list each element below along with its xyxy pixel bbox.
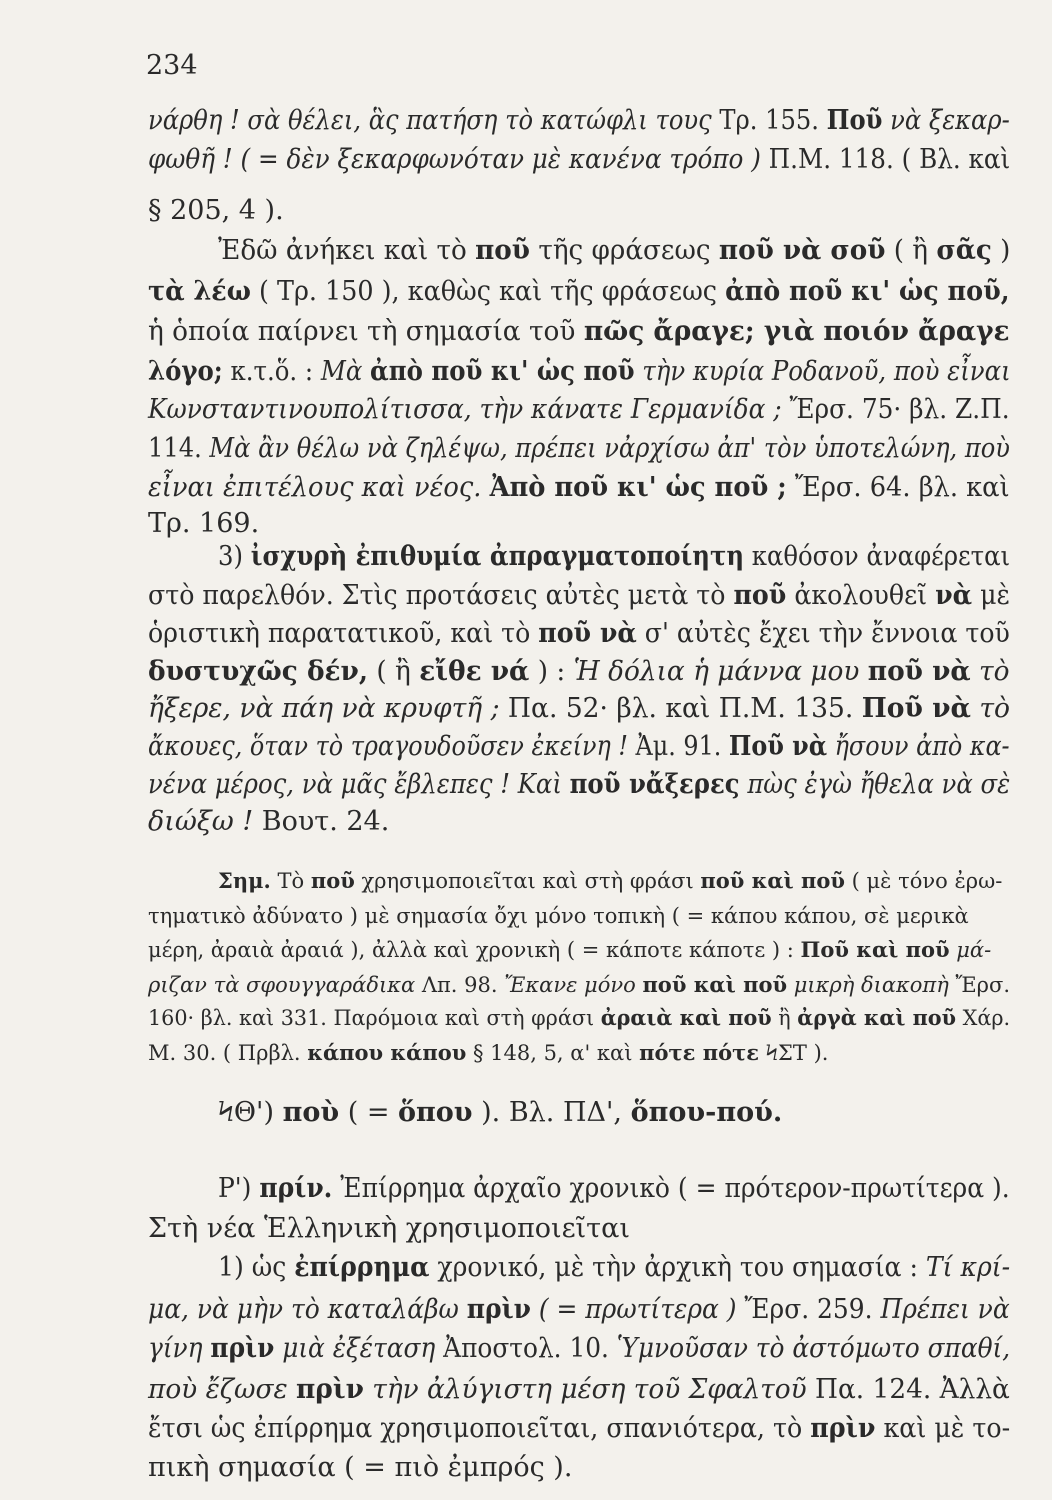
text-line — [148, 508, 259, 540]
text-line — [218, 1097, 782, 1129]
text-segment: πὼς ἐγὼ ἤθελα νὰ σὲ — [739, 769, 1011, 800]
text-segment: ποῦ νὰ — [867, 656, 971, 687]
text-segment: λόγο; — [148, 356, 223, 387]
text-line — [148, 105, 1010, 137]
text-segment: Ἀποστολ. 10. — [443, 1333, 617, 1364]
text-segment: ποῦ νὰ — [538, 618, 637, 649]
text-segment: Μ. 30. ( Πρβλ. — [148, 1041, 308, 1065]
text-segment: διώξω ! — [148, 806, 262, 837]
text-segment: ποῦ καὶ ποῦ — [642, 972, 788, 997]
text-segment: μὲ — [972, 580, 1011, 611]
text-line — [148, 580, 1010, 612]
text-line — [148, 433, 1010, 465]
text-segment: Πα. 124. Ἀλλὰ — [815, 1374, 1010, 1405]
text-segment: Ἔρσ. — [955, 973, 1011, 997]
text-segment: τῆς φράσεως — [529, 235, 719, 266]
text-segment: Μὰ ἂν θέλω νὰ ζηλέψω, πρέπει νἀρχίσω ἀπ' τὸν ὑποτελώνη, ποὺ — [209, 433, 1010, 464]
text-segment: Ἡ δόλια ἡ μάννα μου — [573, 656, 868, 687]
text-segment: ἤξερε, νὰ πάη νὰ κρυφτῆ ; — [148, 693, 508, 724]
text-segment: τηματικὸ ἀδύνατο ) μὲ σημασία ὄχι μόνο τοπικὴ ( = κάπου κάπου, σὲ μερικὰ — [148, 904, 969, 928]
text-segment: ἐπίρρημα — [294, 1252, 430, 1283]
text-segment: ( ἢ — [885, 235, 937, 266]
text-segment: ϞΣΤ ). — [758, 1041, 829, 1065]
text-segment: Ἀμ. 91. — [635, 731, 729, 762]
text-segment: γίνη — [148, 1333, 211, 1364]
text-segment: ἀπὸ ποῦ κι' ὡς ποῦ — [370, 356, 635, 387]
text-segment: ἢ — [771, 1006, 798, 1030]
text-segment: καθόσον ἀναφέρεται — [744, 541, 1011, 572]
text-segment: Ἐπίρρημα ἀρχαῖο χρονικὸ ( = πρότερον-πρωτίτερα ). — [332, 1173, 1010, 1204]
text-segment: ἤσουν ἀπὸ κα- — [827, 731, 1010, 762]
text-segment: μα, νὰ μὴν τὸ καταλάβω — [148, 1294, 467, 1325]
text-segment: νὰ ξεκαρ- — [882, 105, 1010, 136]
text-line — [148, 1333, 1010, 1365]
text-line — [148, 276, 1010, 308]
text-segment: § 148, 5, α' καὶ — [466, 1041, 640, 1065]
text-segment: μιὰ ἐξέταση — [274, 1333, 444, 1364]
text-segment: ποῦ νὰ σοῦ — [718, 235, 886, 266]
text-segment: Ὑμνοῦσαν τὸ ἀστόμωτο σπαθί, — [616, 1333, 1011, 1364]
text-line — [218, 1173, 1010, 1205]
text-segment: Λπ. 98. — [421, 973, 505, 997]
text-segment: πρίν. — [259, 1173, 333, 1204]
text-segment: Ποῦ νὰ — [728, 731, 828, 762]
text-segment: Κωνσταντινουπολίτισσα, τὴν κάνατε Γερμανίδα ; — [148, 394, 790, 425]
text-segment: ποῦ καὶ ποῦ — [700, 868, 845, 893]
text-segment: ( = — [339, 1097, 399, 1128]
text-segment: νένα μέρος, νὰ μᾶς ἔβλεπες ! Καὶ — [148, 769, 570, 800]
text-segment: πῶς ἄραγε; γιὰ ποιόν ἄραγε — [583, 316, 1010, 347]
text-segment: Ἀπὸ ποῦ κι' ὡς ποῦ ; — [489, 472, 787, 503]
text-segment: ) — [991, 235, 1011, 266]
text-segment: ( ἢ — [368, 656, 420, 687]
text-segment: Τρ. 155. — [719, 105, 827, 136]
text-line — [148, 1452, 572, 1484]
text-segment: χρονικό, μὲ τὴν ἀρχικὴ του σημασία : — [429, 1252, 926, 1283]
text-segment: 1) ὡς — [218, 1252, 295, 1283]
text-segment: ἔτσι ὡς ἐπίρρημα χρησιμοποιεῖται, σπανιότερα, τὸ — [148, 1413, 811, 1444]
note-line — [148, 1005, 1010, 1031]
text-segment: Βουτ. 24. — [261, 806, 390, 837]
text-segment: ὁριστικὴ παρατατικοῦ, καὶ τὸ — [148, 618, 539, 649]
text-segment: νάρθη ! σὰ θέλει, ἃς πατήση τὸ κατώφλι τους — [148, 105, 720, 136]
text-segment: ἀραιὰ καὶ ποῦ — [600, 1005, 772, 1030]
text-segment: πρὶν — [296, 1374, 364, 1405]
text-segment: ἀργὰ καὶ ποῦ — [797, 1005, 956, 1030]
text-segment: Τί κρί- — [925, 1252, 1011, 1283]
text-segment: ὅπου-πού. — [630, 1097, 783, 1128]
text-segment: εἶναι ἐπιτέλους καὶ νέος. — [148, 472, 490, 503]
text-segment: ἰσχυρὴ ἐπιθυμία ἀπραγματοποίητη — [250, 541, 745, 572]
text-segment: πικὴ σημασία ( = πιὸ ἐμπρός ). — [148, 1452, 573, 1483]
text-segment: εἴθε νά — [419, 656, 530, 687]
text-segment: στὸ παρελθόν. Στὶς προτάσεις αὐτὲς μετὰ τὸ — [148, 580, 734, 611]
text-segment: Ἔρσ. 64. βλ. καὶ — [786, 472, 1010, 503]
text-segment: ἡ ὁποία παίρνει τὴ σημασία τοῦ — [148, 316, 584, 347]
text-line — [148, 356, 1011, 388]
text-segment: Τρ. 169. — [148, 508, 260, 539]
text-segment: ἀκολουθεῖ — [786, 580, 936, 611]
text-segment: Ποῦ καὶ ποῦ — [800, 937, 950, 962]
text-line — [218, 541, 1010, 573]
text-line — [148, 656, 1010, 688]
note-line — [148, 937, 991, 963]
text-segment: πρὶν — [466, 1294, 531, 1325]
text-segment: § 205, 4 ). — [148, 195, 284, 226]
text-segment: τὸ — [970, 656, 1010, 687]
text-segment: ϞΘ') — [218, 1097, 283, 1128]
text-line — [218, 235, 1010, 267]
text-segment: Ποῦ νὰ — [861, 693, 971, 724]
text-segment: ). Βλ. ΠΔ', — [472, 1097, 631, 1128]
text-segment: πρὶν — [210, 1333, 275, 1364]
text-line — [148, 1213, 630, 1245]
text-segment: Ἔρσ. 259. — [744, 1294, 881, 1325]
text-segment: ποὺ — [282, 1097, 340, 1128]
text-line — [148, 394, 1010, 426]
text-segment: ἀπὸ ποῦ κι' ὡς ποῦ, — [725, 276, 1010, 307]
text-segment: ποῦ — [475, 235, 530, 266]
text-segment: Στὴ νέα Ἑλληνικὴ χρησιμοποιεῖται — [148, 1213, 630, 1244]
text-segment: μέρη, ἀραιὰ ἀραιά ), ἀλλὰ καὶ χρονικὴ ( = κάποτε κάποτε ) : — [148, 938, 801, 962]
text-segment: σ' αὐτὲς ἔχει τὴν ἔννοια τοῦ — [636, 618, 1010, 649]
text-segment: ) : — [529, 656, 574, 687]
text-line — [148, 1294, 1010, 1326]
text-segment: χρησιμοποιεῖται καὶ στὴ φράσι — [354, 869, 701, 893]
text-segment: σᾶς — [936, 235, 992, 266]
text-line — [148, 693, 1010, 725]
text-segment: κάπου κάπου — [307, 1040, 467, 1065]
text-segment: ποὺ ἔζωσε — [148, 1374, 297, 1405]
text-segment: 3) — [218, 541, 251, 572]
text-segment: Ποῦ — [826, 105, 883, 136]
text-line — [148, 731, 1010, 763]
note-line — [148, 1040, 828, 1066]
text-line — [148, 144, 1010, 176]
text-segment: ( μὲ τόνο ἐρω- — [844, 869, 1003, 893]
text-segment: Σημ. — [218, 868, 271, 893]
text-segment: 114. — [148, 433, 210, 464]
text-line — [148, 316, 1010, 348]
text-segment: ποῦ — [310, 868, 355, 893]
text-segment: ( Τρ. 150 ), καθὼς καὶ τῆς φράσεως — [250, 276, 726, 307]
note-line — [218, 868, 1002, 894]
text-segment: ἄκουες, ὅταν τὸ τραγουδοῦσεν ἐκείνη ! — [148, 731, 636, 762]
text-segment: Ἔρσ. 75· βλ. Ζ.Π. — [789, 394, 1010, 425]
text-segment: ὅπου — [398, 1097, 473, 1128]
text-segment: μά- — [949, 938, 992, 962]
text-segment: μικρὴ διακοπὴ — [787, 973, 956, 997]
text-line — [218, 1252, 1010, 1284]
text-segment: πότε πότε — [639, 1040, 759, 1065]
text-segment: κ.τ.ὅ. : — [222, 356, 321, 387]
text-line — [148, 472, 1010, 504]
text-segment: Ρ') — [218, 1173, 260, 1204]
text-line — [148, 1413, 1010, 1445]
text-line — [148, 1374, 1010, 1406]
text-line — [148, 618, 1010, 650]
text-segment: τὸ — [970, 693, 1010, 724]
text-segment: ποῦ — [733, 580, 787, 611]
note-line — [148, 903, 969, 929]
page-number: 234 — [146, 50, 198, 81]
text-segment: ποῦ νἄξερες — [569, 769, 740, 800]
text-segment: τὰ λέω — [148, 276, 251, 307]
text-segment: Πρέπει νὰ — [880, 1294, 1010, 1325]
text-segment: Ἐδῶ ἀνήκει καὶ τὸ — [218, 235, 476, 266]
note-line — [148, 972, 1010, 998]
text-line — [148, 195, 284, 227]
text-segment: Ἔκανε μόνο — [504, 973, 643, 997]
text-segment: νὰ — [935, 580, 973, 611]
text-segment: πρὶν — [810, 1413, 876, 1444]
text-segment: 160· βλ. καὶ 331. Παρόμοια καὶ στὴ φράσι — [148, 1006, 601, 1030]
text-segment: τὴν ἀλύγιστη μέση τοῦ Σφαλτοῦ — [363, 1374, 816, 1405]
text-segment: ( = πρωτίτερα ) — [530, 1294, 745, 1325]
text-segment: Τὸ — [270, 869, 311, 893]
text-line — [148, 769, 1010, 801]
text-segment: καὶ μὲ το- — [875, 1413, 1011, 1444]
text-segment: Χάρ. — [955, 1006, 1011, 1030]
text-segment: τὴν κυρία Ροδανοῦ, ποὺ εἶναι — [634, 356, 1011, 387]
text-segment: Μὰ — [320, 356, 371, 387]
text-segment: ριζαν τὰ σφουγγαράδικα — [148, 973, 422, 997]
text-line — [148, 806, 389, 838]
text-segment: Π.Μ. 118. ( Βλ. καὶ — [768, 144, 1011, 175]
text-segment: Πα. 52· βλ. καὶ Π.Μ. 135. — [507, 693, 862, 724]
text-segment: δυστυχῶς δέν, — [148, 656, 369, 687]
text-segment: φωθῆ ! ( = δὲν ξεκαρφωνόταν μὲ κανένα τρόπο ) — [148, 144, 769, 175]
